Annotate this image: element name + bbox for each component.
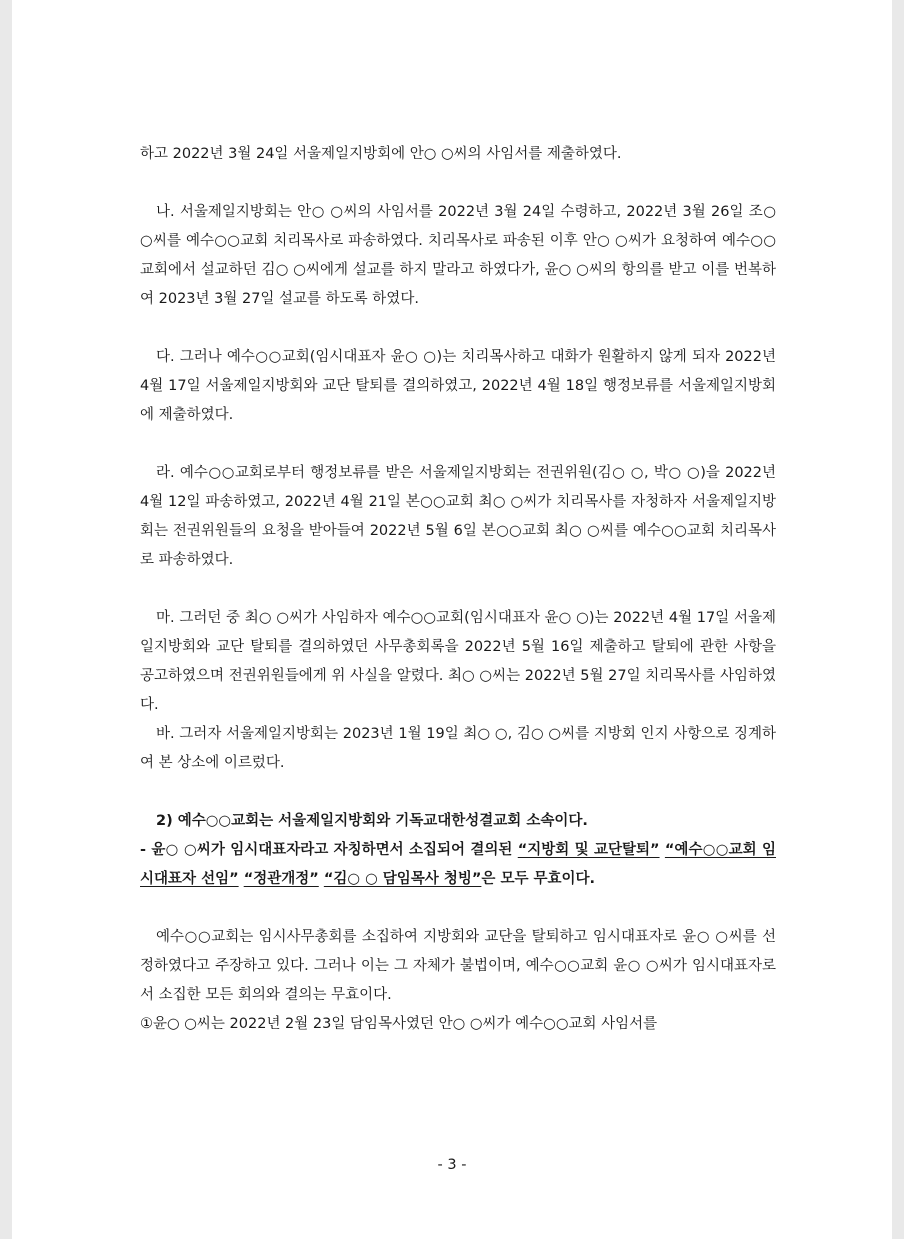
subheading-prefix: - 윤○ ○씨가 임시대표자라고 자칭하면서 소집되어 결의된 bbox=[140, 842, 518, 858]
paragraph-item-1: ①윤○ ○씨는 2022년 2월 23일 담임목사였던 안○ ○씨가 예수○○교회 사임서를 bbox=[140, 1016, 658, 1032]
underlined-item-3: “정관개정” bbox=[243, 871, 319, 887]
paragraph-ba: 바. 그러자 서울제일지방회는 2023년 1월 19일 최○ ○, 김○ ○씨를 지방회 인지 사항으로 징계하여 본 상소에 이르렀다. bbox=[140, 726, 776, 771]
subheading-suffix: 은 모두 무효이다. bbox=[481, 871, 596, 887]
underlined-item-2: “예수○○교회 임시대표자 선임” bbox=[140, 842, 776, 887]
page-body bbox=[140, 140, 776, 1039]
section-subheading bbox=[140, 836, 776, 894]
section-heading: 2) 예수○○교회는 서울제일지방회와 기독교대한성결교회 소속이다. bbox=[156, 813, 588, 829]
page-number: - 3 - bbox=[437, 1157, 467, 1173]
underlined-item-1: “지방회 및 교단탈퇴” bbox=[517, 842, 660, 858]
paragraph-da: 다. 그러나 예수○○교회(임시대표자 윤○ ○)는 치리목사하고 대화가 원활하지 않게 되자 2022년 4월 17일 서울제일지방회와 교단 탈퇴를 결의하였고, 2022년 4월 18일 행정보류를 서울제일지방회에 제출하였다. bbox=[140, 349, 776, 423]
paragraph-na: 나. 서울제일지방회는 안○ ○씨의 사임서를 2022년 3월 24일 수령하고, 2022년 3월 26일 조○ ○씨를 예수○○교회 치리목사로 파송하였다. 치리목사로 파송된 이후 안○ ○씨가 요청하여 예수○○교회에서 설교하던 김○ ○씨에게 설교를 하지 말라고 하였다가, 윤○ ○씨의 항의를 받고 이를 번복하여 2023년 3월 27일 설교를 하도록 하였다. bbox=[140, 204, 776, 307]
paragraph-continuation: 하고 2022년 3월 24일 서울제일지방회에 안○ ○씨의 사임서를 제출하였다. bbox=[140, 146, 622, 162]
document-page bbox=[12, 0, 892, 1239]
underlined-item-4: “김○ ○ 담임목사 청빙” bbox=[323, 871, 482, 887]
paragraph-ma: 마. 그러던 중 최○ ○씨가 사임하자 예수○○교회(임시대표자 윤○ ○)는 2022년 4월 17일 서울제일지방회와 교단 탈퇴를 결의하였던 사무총회록을 2022년 5월 16일 제출하고 탈퇴에 관한 사항을 공고하였으며 전권위원들에게 위 사실을 알렸다. 최○ ○씨는 2022년 5월 27일 치리목사를 사임하였다. bbox=[140, 610, 776, 713]
paragraph-main: 예수○○교회는 임시사무총회를 소집하여 지방회와 교단을 탈퇴하고 임시대표자로 윤○ ○씨를 선정하였다고 주장하고 있다. 그러나 이는 그 자체가 불법이며, 예수○○교회 윤○ ○씨가 임시대표자로서 소집한 모든 회의와 결의는 무효이다. bbox=[140, 929, 776, 1003]
paragraph-ra: 라. 예수○○교회로부터 행정보류를 받은 서울제일지방회는 전권위원(김○ ○, 박○ ○)을 2022년 4월 12일 파송하였고, 2022년 4월 21일 본○○교회 최○ ○씨가 치리목사를 자청하자 서울제일지방회는 전권위원들의 요청을 받아들여 2022년 5월 6일 본○○교회 최○ ○씨를 예수○○교회 치리목사로 파송하였다. bbox=[140, 465, 776, 568]
